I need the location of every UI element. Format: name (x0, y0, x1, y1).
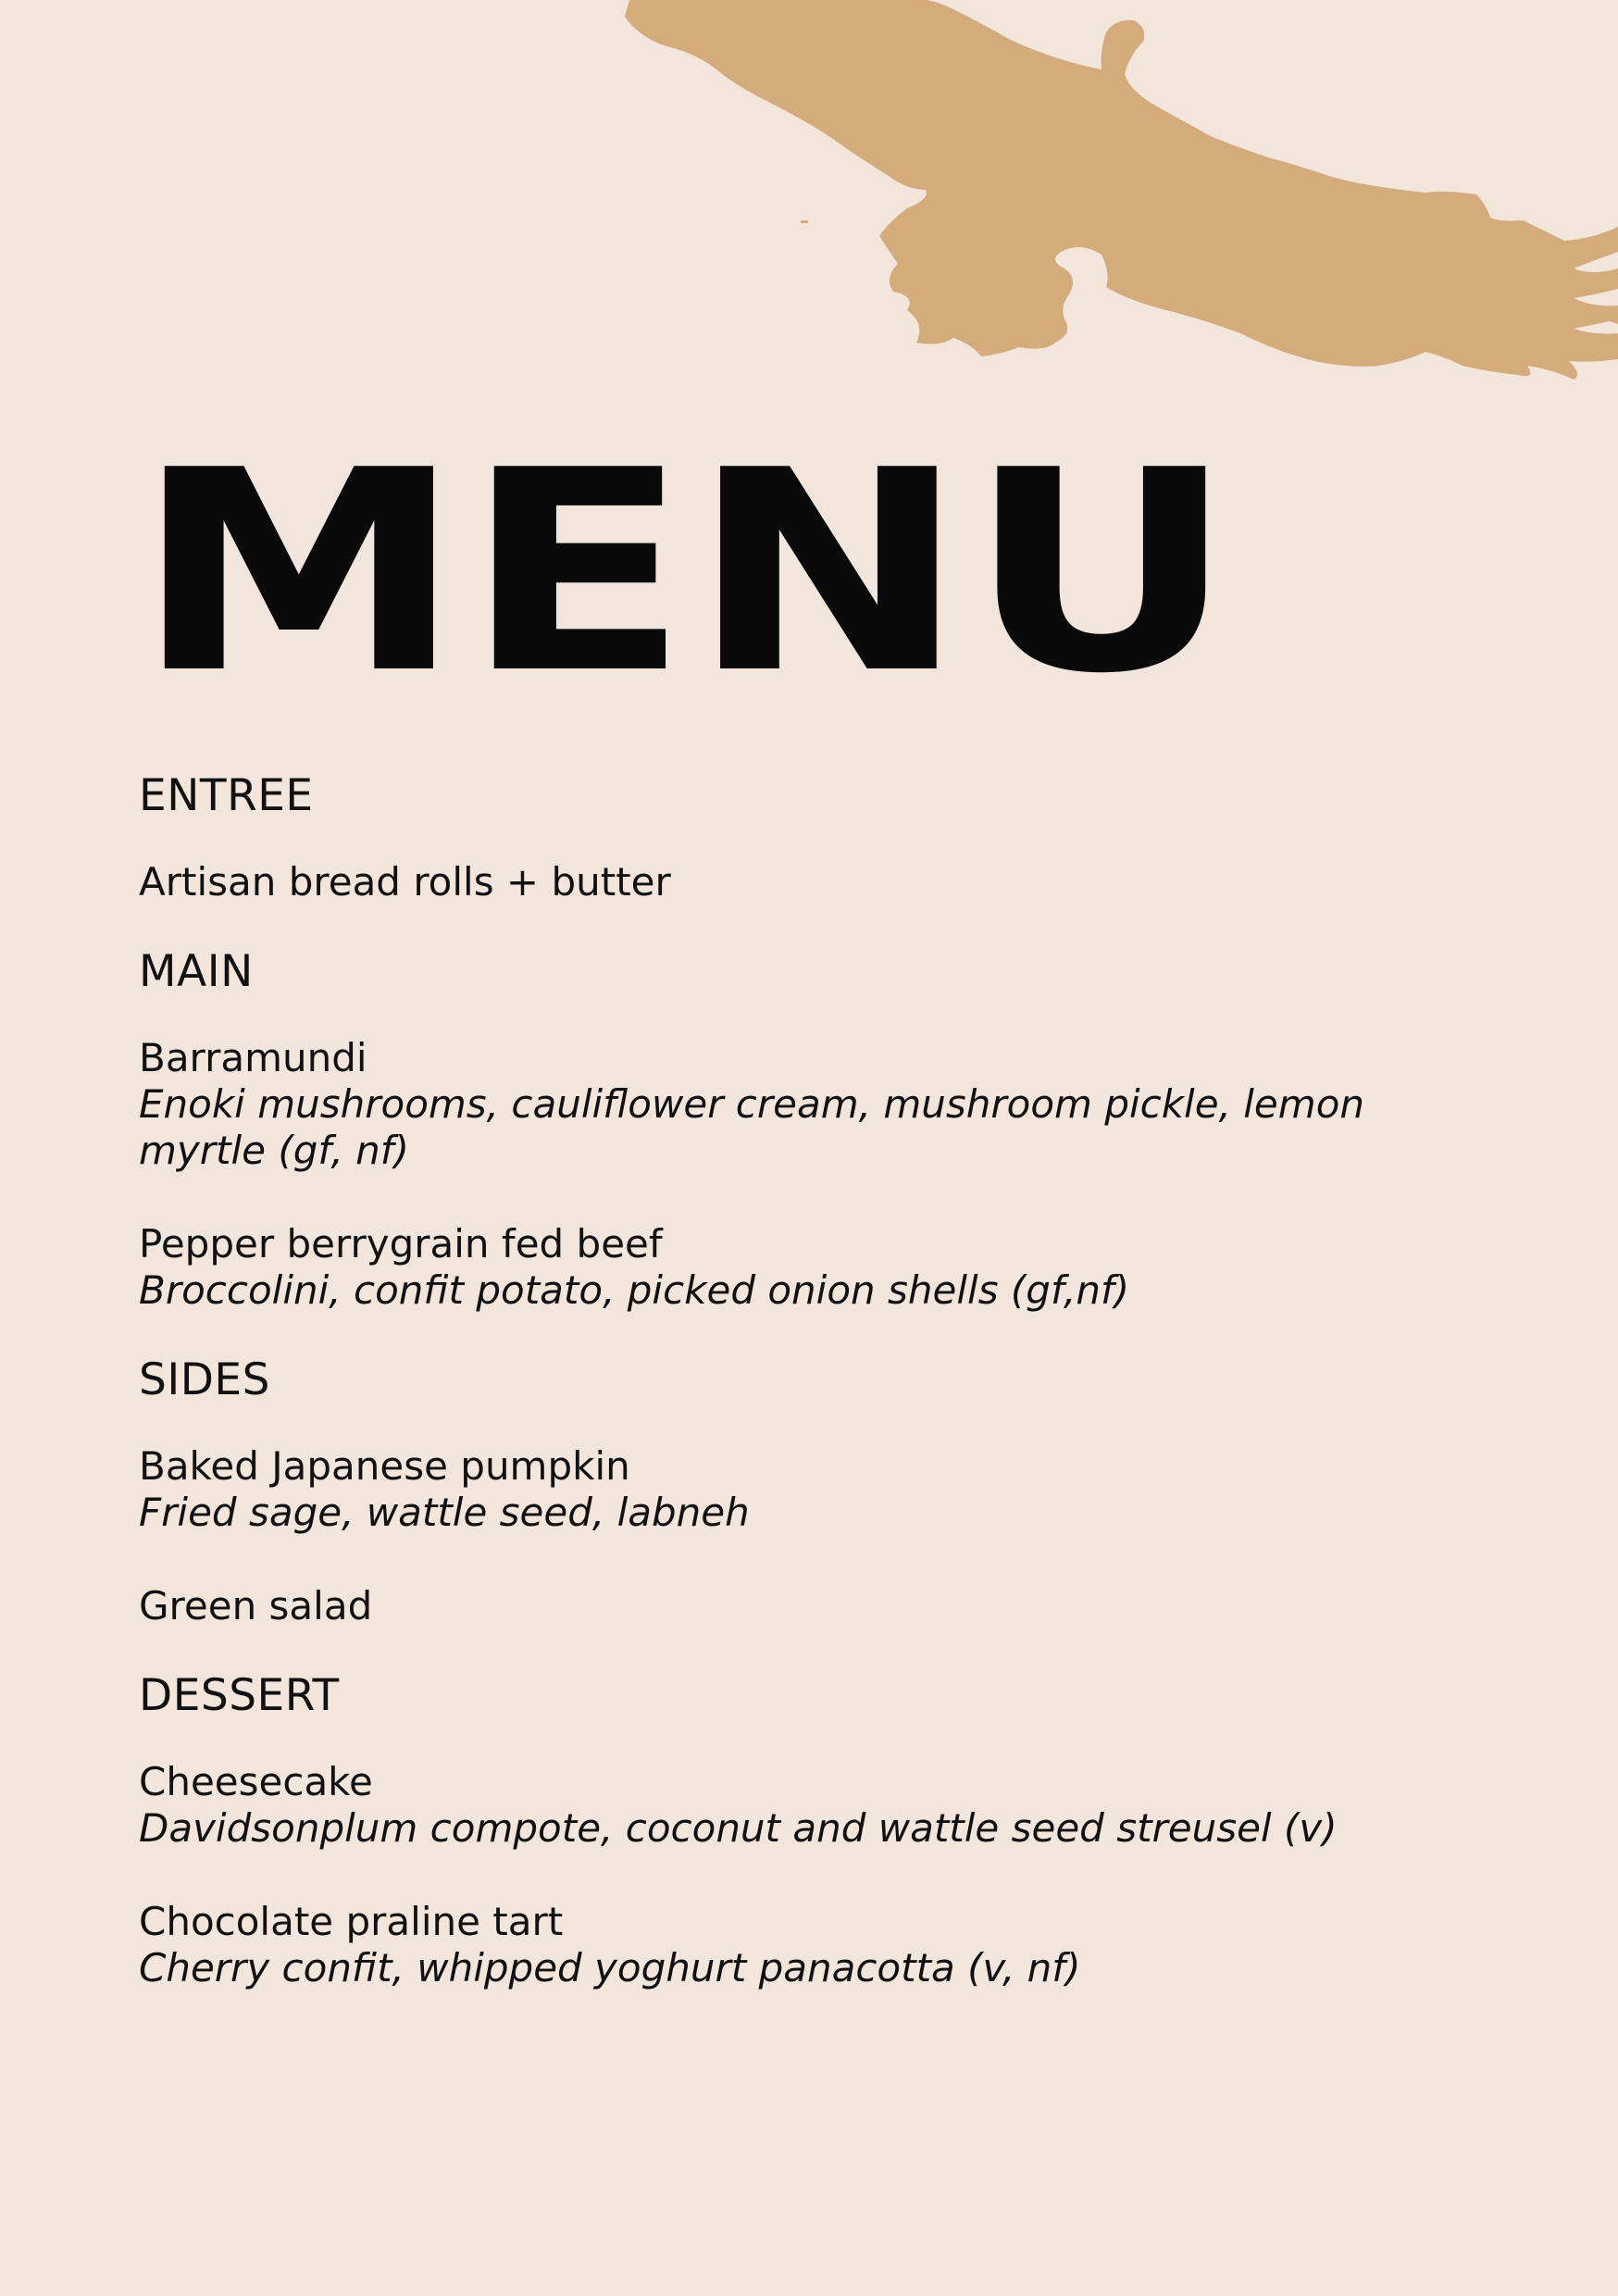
item-name: Barramundi (139, 1035, 367, 1080)
section-entree (139, 768, 1435, 905)
item-description: Davidsonplum compote, coconut and wattle seed streusel (v) (139, 1805, 1338, 1851)
item-name: Green salad (139, 1583, 373, 1628)
section-heading: DESSERT (139, 1670, 340, 1721)
item-name: Baked Japanese pumpkin (139, 1443, 630, 1489)
menu-item (139, 1899, 1435, 1991)
item-name: Cheesecake (139, 1759, 373, 1804)
section-heading: MAIN (139, 946, 254, 997)
menu-item (139, 1443, 1435, 1536)
menu-content (139, 768, 1435, 2030)
menu-title-text: MENU (134, 463, 1236, 676)
menu-item (139, 1035, 1435, 1174)
menu-title (134, 463, 1245, 676)
item-name: Artisan bread rolls + butter (139, 859, 671, 905)
section-heading: ENTREE (139, 770, 314, 821)
menu-item (139, 1759, 1435, 1852)
section-dessert (139, 1668, 1435, 1991)
item-name: Chocolate praline tart (139, 1899, 564, 1944)
section-heading: SIDES (139, 1354, 270, 1405)
menu-item (139, 1583, 1435, 1629)
menu-item (139, 1221, 1435, 1314)
section-main (139, 944, 1435, 1314)
item-name: Pepper berrygrain fed beef (139, 1221, 663, 1267)
item-description: Broccolini, confit potato, picked onion shells (gf,nf) (139, 1267, 1130, 1313)
item-description: Enoki mushrooms, cauliflower cream, mushroom pickle, lemon myrtle (gf, nf) (139, 1081, 1365, 1173)
item-description: Fried sage, wattle seed, labneh (139, 1490, 750, 1535)
item-description: Cherry confit, whipped yoghurt panacotta (v, nf) (139, 1945, 1081, 1990)
section-sides (139, 1353, 1435, 1629)
eagle-silhouette-icon (611, 0, 1618, 398)
menu-item (139, 859, 1435, 905)
